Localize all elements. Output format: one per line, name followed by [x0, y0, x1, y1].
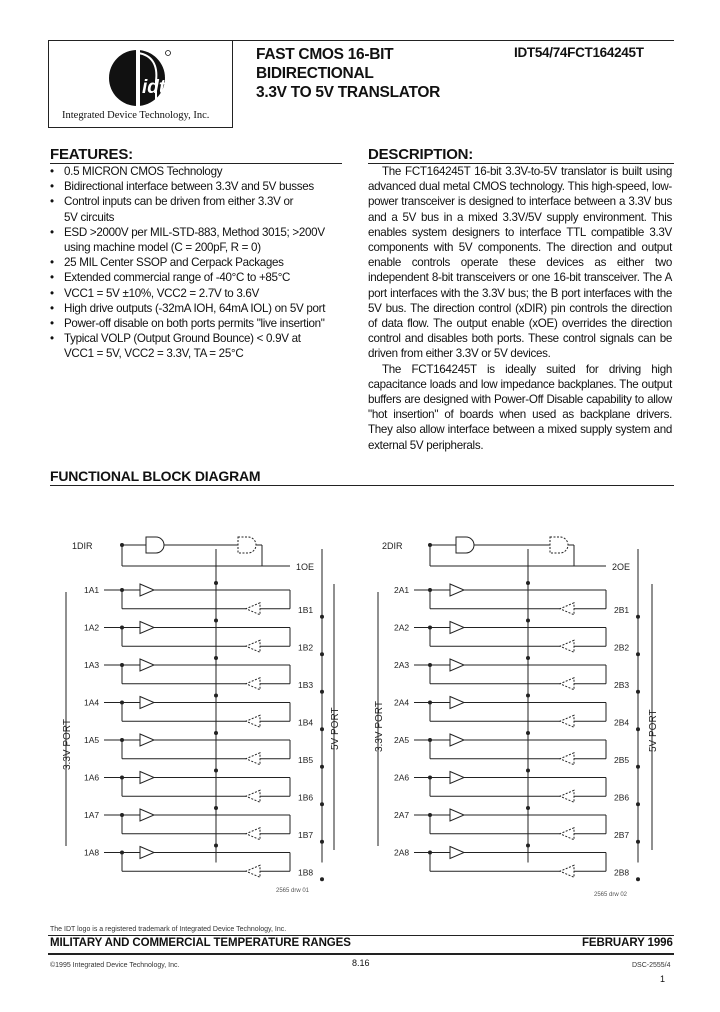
junction-dot [636, 765, 640, 769]
junction-dot [636, 727, 640, 731]
publish-date: FEBRUARY 1996 [582, 937, 673, 949]
buffer-icon [140, 847, 154, 859]
and-gate-icon [238, 537, 256, 553]
page-number: 8.16 [352, 958, 370, 968]
junction-dot [526, 769, 530, 773]
junction-dot [320, 690, 324, 694]
junction-dot [526, 619, 530, 623]
a-port-label: 3.3V PORT [62, 719, 73, 770]
buffer-icon [450, 809, 464, 821]
junction-dot [320, 877, 324, 881]
list-item: • 0.5 MICRON CMOS Technology [50, 164, 346, 179]
b-port-label: 5V PORT [648, 709, 659, 752]
a-pin-label: 2A8 [394, 847, 410, 858]
junction-dot [214, 619, 218, 623]
b-pin-label: 2B5 [614, 754, 630, 765]
list-item: • Control inputs can be driven from either 3.3V or 5V circuits [50, 194, 304, 224]
buffer-icon [246, 715, 260, 727]
description-paragraph-2: The FCT164245T is ideally suited for driving high capacitance loads and low impedance backplanes. The output buffers are designed with Power-Off Disable capability to allow "hot insertion" of boards when used as backplane drivers. They also allow interface between a mixed supply system and external 5V peripherals. [368, 362, 672, 452]
buffer-icon [246, 640, 260, 652]
junction-dot [526, 581, 530, 585]
buffer-icon [450, 772, 464, 784]
junction-dot [320, 802, 324, 806]
junction-dot [320, 652, 324, 656]
drawing-number: 2565 drw 01 [276, 888, 310, 894]
list-item: • Power-off disable on both ports permits "live insertion" [50, 316, 346, 331]
a-pin-label: 2A5 [394, 735, 410, 745]
buffer-icon [140, 659, 154, 671]
oe-label: 1OE [296, 562, 315, 572]
b-pin-label: 2B2 [614, 642, 630, 653]
dir-label: 2DIR [382, 541, 403, 551]
b-pin-label: 2B3 [614, 679, 630, 690]
list-item: • Extended commercial range of -40°C to +85°C [50, 270, 346, 285]
list-item: • ESD >2000V per MIL-STD-883, Method 3015; >200V using machine model (C = 200pF, R = 0) [50, 225, 336, 255]
buffer-icon [450, 622, 464, 634]
a-pin-label: 1A2 [84, 622, 100, 633]
title-line-3: 3.3V TO 5V TRANSLATOR [256, 84, 441, 101]
a-port-label: 3.3V PORT [374, 701, 385, 752]
buffer-icon [246, 828, 260, 840]
buffer-icon [140, 809, 154, 821]
b-pin-label: 2B4 [614, 717, 630, 728]
junction-dot [320, 765, 324, 769]
copyright: ©1995 Integrated Device Technology, Inc. [50, 962, 180, 969]
list-item: • Bidirectional interface between 3.3V and 5V busses [50, 179, 346, 194]
a-pin-label: 2A3 [394, 660, 410, 670]
junction-dot [214, 581, 218, 585]
b-pin-label: 2B8 [614, 867, 630, 878]
description-paragraph-1: The FCT164245T 16-bit 3.3V-to-5V translator is built using advanced dual metal CMOS technology. This high-speed, low-power transceiver is designed to interface between a 3.3V bus and a 5V bus in a mixed 3.3V/5V supply environment. This enables system designers to interface TTL compatible 3.3V components with 5V components. The direction and output enable controls operate these devices as either two independent 8-bit transceivers or one 16-bit transceiver. The A port interfaces with the 3.3V bus; the B port interfaces with the 5V bus. The direction control (xDIR) pin controls the direction of data flow. The output enable (xOE) overrides the direction control and disables both ports. These control signals can be driven from either 3.3V or 5V devices. [368, 165, 672, 361]
and-gate-icon [550, 537, 568, 553]
junction-dot [214, 731, 218, 735]
list-item: • 25 MIL Center SSOP and Cerpack Packages [50, 255, 346, 270]
buffer-icon [246, 790, 260, 802]
features-heading: FEATURES: [50, 146, 133, 163]
junction-dot [636, 840, 640, 844]
a-pin-label: 2A1 [394, 585, 410, 595]
a-pin-label: 2A2 [394, 622, 410, 633]
b-pin-label: 1B5 [298, 754, 314, 765]
list-item: • High drive outputs (-32mA IOH, 64mA IOL) on 5V port [50, 301, 346, 316]
junction-dot [636, 652, 640, 656]
junction-dot [320, 615, 324, 619]
junction-dot [636, 802, 640, 806]
b-pin-label: 1B7 [298, 829, 314, 840]
buffer-icon [140, 734, 154, 746]
footer-rule-top [48, 935, 674, 936]
a-pin-label: 1A7 [84, 810, 100, 820]
buffer-icon [560, 753, 574, 765]
b-pin-label: 2B1 [614, 604, 630, 615]
junction-dot [526, 656, 530, 660]
buffer-icon [246, 603, 260, 615]
buffer-icon [246, 678, 260, 690]
buffer-icon [450, 734, 464, 746]
a-pin-label: 2A7 [394, 810, 410, 820]
oe-label: 2OE [612, 562, 631, 572]
a-pin-label: 1A6 [84, 772, 100, 783]
logo-letters: idt [142, 77, 166, 98]
part-number: IDT54/74FCT164245T [514, 45, 644, 60]
title-line-1: FAST CMOS 16-BIT [256, 46, 394, 63]
buffer-icon [246, 753, 260, 765]
buffer-icon [246, 865, 260, 877]
block-diagram-right [360, 0, 720, 1012]
buffer-icon [560, 715, 574, 727]
buffer-icon [140, 584, 154, 596]
buffer-icon [140, 622, 154, 634]
junction-dot [526, 844, 530, 848]
b-port-label: 5V PORT [330, 707, 341, 750]
junction-dot [214, 656, 218, 660]
junction-dot [636, 690, 640, 694]
junction-dot [526, 731, 530, 735]
b-pin-label: 1B2 [298, 642, 314, 653]
a-pin-label: 1A4 [84, 697, 100, 708]
sheet-number: 1 [660, 974, 666, 984]
buffer-icon [560, 790, 574, 802]
a-pin-label: 1A3 [84, 660, 100, 670]
footer-rule-bottom [48, 953, 674, 955]
trademark-note: The IDT logo is a registered trademark of Integrated Device Technology, Inc. [50, 926, 287, 933]
a-pin-label: 1A1 [84, 585, 100, 595]
and-gate-icon [456, 537, 474, 553]
a-pin-label: 1A5 [84, 735, 100, 745]
b-pin-label: 1B4 [298, 717, 314, 728]
junction-dot [214, 694, 218, 698]
diagram-heading: FUNCTIONAL BLOCK DIAGRAM [50, 468, 261, 484]
junction-dot [526, 694, 530, 698]
drawing-number: 2565 drw 02 [594, 892, 628, 898]
buffer-icon [450, 847, 464, 859]
a-pin-label: 1A8 [84, 847, 100, 858]
buffer-icon [560, 678, 574, 690]
junction-dot [320, 840, 324, 844]
buffer-icon [140, 772, 154, 784]
junction-dot [526, 806, 530, 810]
buffer-icon [450, 659, 464, 671]
junction-dot [214, 844, 218, 848]
company-name: Integrated Device Technology, Inc. [62, 110, 210, 121]
and-gate-icon [146, 537, 164, 553]
b-pin-label: 1B6 [298, 792, 314, 803]
b-pin-label: 1B1 [298, 604, 314, 615]
b-pin-label: 2B7 [614, 829, 630, 840]
buffer-icon [560, 828, 574, 840]
buffer-icon [450, 584, 464, 596]
b-pin-label: 2B6 [614, 792, 630, 803]
junction-dot [636, 877, 640, 881]
junction-dot [636, 615, 640, 619]
buffer-icon [560, 603, 574, 615]
description-heading: DESCRIPTION: [368, 146, 474, 163]
a-pin-label: 2A4 [394, 697, 410, 708]
buffer-icon [450, 697, 464, 709]
buffer-icon [140, 697, 154, 709]
b-pin-label: 1B3 [298, 679, 314, 690]
b-pin-label: 1B8 [298, 867, 314, 878]
dir-label: 1DIR [72, 541, 93, 551]
doc-number: DSC-2555/4 [632, 962, 671, 969]
junction-dot [214, 769, 218, 773]
junction-dot [320, 727, 324, 731]
a-pin-label: 2A6 [394, 772, 410, 783]
list-item: • Typical VOLP (Output Ground Bounce) < 0.9V at VCC1 = 5V, VCC2 = 3.3V, TA = 25°C [50, 331, 308, 361]
list-item: • VCC1 = 5V ±10%, VCC2 = 2.7V to 3.6V [50, 286, 346, 301]
temperature-ranges: MILITARY AND COMMERCIAL TEMPERATURE RANGES [50, 937, 351, 949]
title-line-2: BIDIRECTIONAL [256, 65, 374, 82]
buffer-icon [560, 865, 574, 877]
buffer-icon [560, 640, 574, 652]
junction-dot [214, 806, 218, 810]
